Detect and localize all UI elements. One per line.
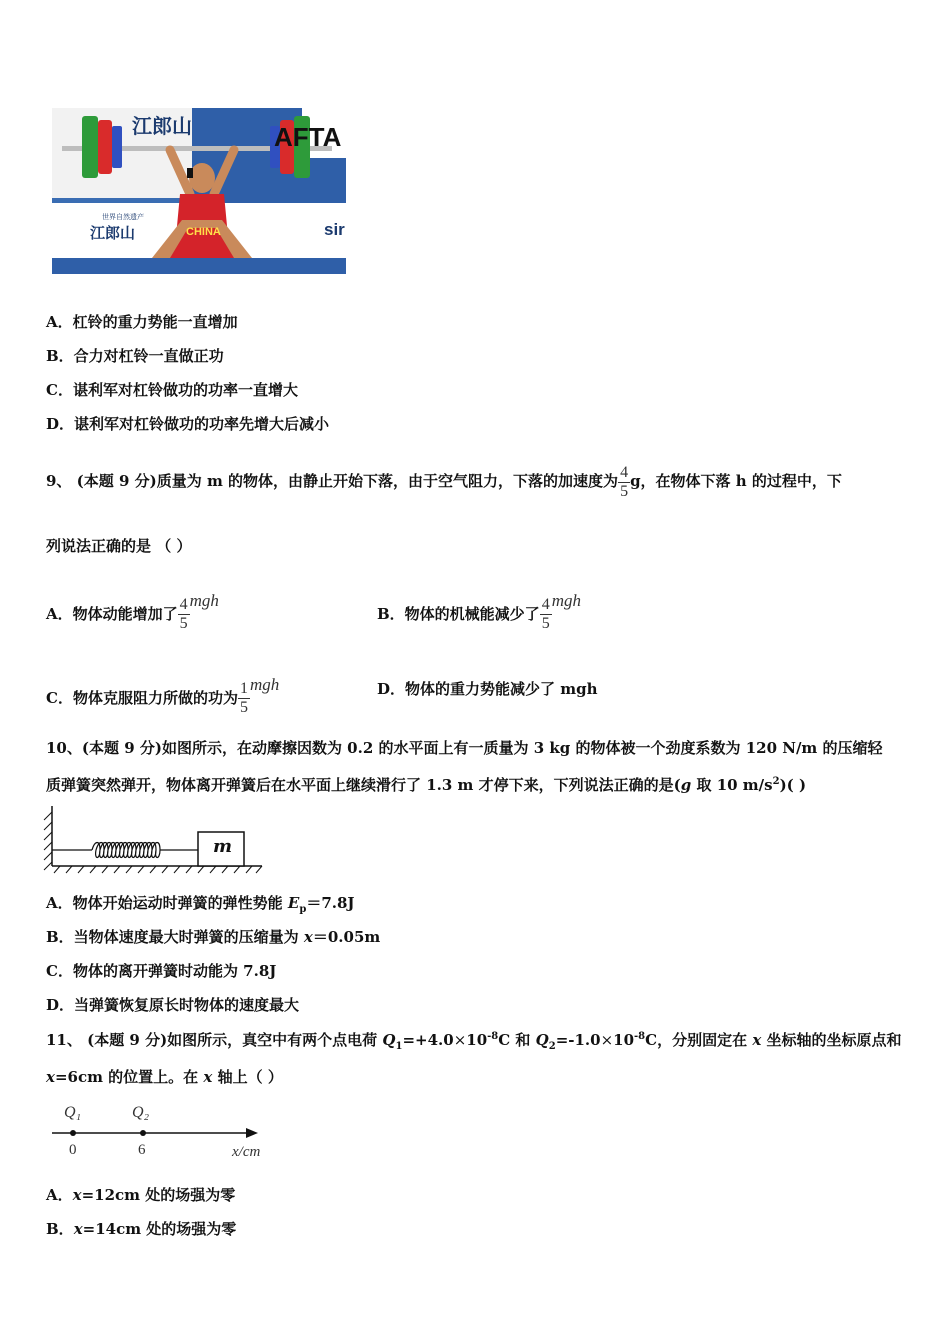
q8-option-d: D．谌利军对杠铃做功的功率先增大后减小 [46,415,330,433]
q8-option-b: B．合力对杠铃一直做正功 [46,347,224,365]
photo-sign-bottom: 江郎山 [90,224,136,242]
spring-diagram-drawing [40,804,270,874]
q9-c-unit: mgh [249,675,280,694]
q9-option-b-text: B．物体的机械能减少了 [377,605,540,623]
weightlifter-photo [52,108,346,274]
q11-l1-b: =+4.0 [402,1031,454,1049]
q11-l1-e: C，分别固定在 [645,1031,753,1049]
q11-option-a [46,1184,235,1205]
q10-stem-line2 [46,774,806,795]
q11-option-b [46,1218,236,1239]
q11-a-x: x [72,1186,82,1204]
q10-option-a [46,892,355,915]
q9-option-c [46,652,279,731]
q11-times-2: × [600,1031,614,1049]
q8-option-a: A．杠铃的重力势能一直增加 [46,313,238,331]
q9-option-b-fraction [540,596,552,633]
q10-line2-c: )( ) [779,776,807,794]
q10-a-e: E [287,894,300,912]
axis-tick-0: 0 [69,1142,77,1158]
q11-ten-2: 10 [613,1031,635,1049]
q9-b-num: 4 [541,595,550,613]
q11-l1-x: x [752,1031,762,1049]
q11-b-text: =14cm 处的场强为零 [82,1220,237,1238]
q10-b-x: x [303,928,313,946]
q10-line2-b: 取 10 m/s [691,776,773,794]
q9-option-a-text: A．物体动能增加了 [46,605,178,623]
photo-jersey: CHINA [186,226,221,238]
q9-option-a-fraction [178,596,190,633]
q10-option-d: D．当弹簧恢复原长时物体的速度最大 [46,996,300,1014]
q10-line2-a: 质弹簧突然弹开，物体离开弹簧后在水平面上继续滑行了 1.3 m 才停下来，下列说法正确的是( [46,776,681,794]
q9-a-num: 4 [179,595,188,613]
q11-q2: Q [535,1031,549,1049]
q11-l1-d: =-1.0 [555,1031,601,1049]
q11-stem-line2 [46,1066,283,1087]
q9-frac-den: 5 [620,482,629,500]
q9-b-den: 5 [541,614,550,632]
q11-b-prefix: B． [46,1220,74,1238]
q10-a-sub: p [299,904,307,915]
q11-q1-sub: 1 [395,1041,403,1052]
q10-option-c: C．物体的离开弹簧时动能为 7.8J [46,962,277,980]
q9-a-den: 5 [179,614,188,632]
photo-small-text: 世界自然遗产 [102,213,144,221]
q11-b-x: x [73,1220,83,1238]
q10-b-value: ＝0.05m [312,928,381,946]
q9-option-a [46,568,219,647]
q9-stem-line1 [46,448,842,514]
q10-line2-sup: 2 [772,776,780,787]
q11-q1: Q [382,1031,396,1049]
q9-a-unit: mgh [189,591,219,610]
q10-b-text: B．当物体速度最大时弹簧的压缩量为 [46,928,304,946]
photo-sign-top: 江郎山 [132,114,192,138]
q9-b-unit: mgh [551,591,581,610]
axis-label-q2: Q₂ [132,1104,150,1121]
axis-tick-6: 6 [138,1142,146,1158]
q9-option-b [377,568,581,647]
q11-l2-x2: x [203,1068,213,1086]
q11-ten-1: 10 [466,1031,488,1049]
photo-right-logo: sir [324,220,345,239]
q9-stem-line2: 列说法正确的是 （ ） [46,537,192,555]
q9-fraction [618,464,630,501]
q10-line2-g: g [680,776,692,794]
q9-option-c-fraction [238,680,250,717]
q11-a-text: =12cm 处的场强为零 [81,1186,236,1204]
q11-a-prefix: A． [46,1186,73,1204]
q11-l1-f: 坐标轴的坐标原点和 [761,1031,902,1049]
axis-diagram [46,1102,276,1164]
q9-option-d: D．物体的重力势能减少了 mgh [377,680,598,698]
q11-l2-b: 轴上（ ） [212,1068,283,1086]
q10-a-value: ＝7.8J [306,894,355,912]
photo-banner-right: AFTA [274,122,342,152]
block-label: m [213,836,233,857]
q11-stem-line1 [46,1029,902,1052]
q11-l2-x: x [46,1068,55,1086]
q9-option-c-text: C．物体克服阻力所做的功为 [46,689,238,707]
axis-label-q1: Q₁ [64,1104,82,1121]
q11-exp-2: -8 [634,1031,646,1042]
q9-c-den: 5 [239,698,248,716]
q10-option-b [46,926,380,947]
q11-l1-a: 11、 (本题 9 分)如图所示，真空中有两个点电荷 [46,1031,383,1049]
q9-c-num: 1 [239,679,248,697]
q10-a-text: A．物体开始运动时弹簧的弹性势能 [46,894,288,912]
q11-l1-c: C 和 [498,1031,536,1049]
q11-exp-1: -8 [487,1031,499,1042]
spring-diagram [40,804,270,874]
q8-option-c: C．谌利军对杠铃做功的功率一直增大 [46,381,298,399]
q11-times-1: × [453,1031,467,1049]
q9-stem-prefix: 9、 (本题 9 分)质量为 m 的物体，由静止开始下落，由于空气阻力，下落的加速度为 [46,472,619,490]
q10-stem-line1: 10、(本题 9 分)如图所示，在动摩擦因数为 0.2 的水平面上有一质量为 3 kg 的物体被一个劲度系数为 120 N/m 的压缩轻 [46,739,883,757]
q11-l2-a: =6cm 的位置上。在 [54,1068,204,1086]
q11-q2-sub: 2 [548,1041,556,1052]
q9-frac-num: 4 [620,463,629,481]
q9-stem-suffix: g，在物体下落 h 的过程中，下 [630,472,842,490]
axis-unit: x/cm [232,1144,261,1160]
